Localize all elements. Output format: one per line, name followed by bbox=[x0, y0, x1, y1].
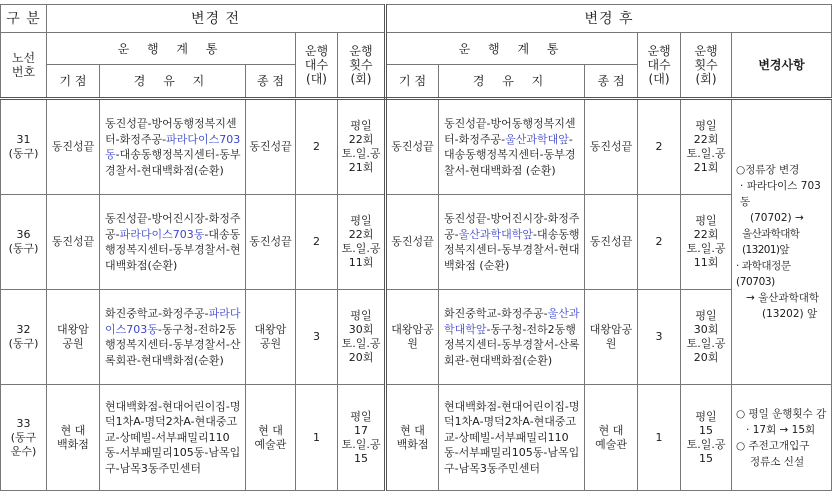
via-seg: -대송동행정복지센터-동부경찰서-현대백화점(순환) bbox=[105, 148, 241, 177]
change-line: · 17회 → 15회 bbox=[746, 423, 816, 436]
trips-label: 운행 횟수 (회) bbox=[694, 44, 718, 86]
header-route-system-after: 운 행 계 통 bbox=[386, 33, 638, 65]
end-point-text: 현 대 예술관 bbox=[254, 423, 287, 451]
header-route-no bbox=[1, 33, 47, 99]
header-after: 변경 후 bbox=[386, 5, 832, 33]
via-seg-highlight: 파라다이스703동 bbox=[105, 132, 241, 161]
route-number bbox=[1, 385, 47, 491]
start-point: 동진성끝 bbox=[386, 195, 439, 290]
change-line: ○ 평일 운행횟수 감 bbox=[736, 407, 827, 420]
table-row bbox=[1, 385, 832, 491]
trip-count bbox=[338, 290, 386, 385]
trip-count bbox=[338, 99, 386, 195]
start-point: 동진성끝 bbox=[47, 195, 100, 290]
start-point bbox=[47, 385, 100, 491]
change-line: ○정류장 변경 bbox=[736, 164, 800, 176]
via-stops bbox=[100, 99, 246, 195]
header-route-system-before: 운 행 계 통 bbox=[47, 33, 296, 65]
end-point-text: 대왕암공 원 bbox=[589, 323, 633, 350]
trip-count-text: 평일 30회 토.일.공 20회 bbox=[686, 309, 726, 364]
trip-count-text: 평일 22회 토.일.공 11회 bbox=[686, 214, 726, 269]
header-before: 변경 전 bbox=[47, 5, 386, 33]
vehicle-count: 1 bbox=[638, 385, 681, 491]
via-seg: 동진성끝-방어동행정복지센터-화정주공- bbox=[444, 117, 576, 146]
start-point-text: 대왕암 공원 bbox=[57, 323, 89, 350]
via-seg: -동구청-전하2동행정복지센터-동부경찰서-산록회관-현대백화점(순환) bbox=[105, 322, 241, 367]
via-stops bbox=[100, 385, 246, 491]
start-point bbox=[386, 385, 439, 491]
trip-count-text: 평일 17 토.일.공 15 bbox=[341, 409, 381, 465]
vehicle-count: 3 bbox=[638, 290, 681, 385]
header-changes: 변경사항 bbox=[732, 33, 832, 99]
header-trips-after bbox=[681, 33, 732, 99]
route-number-text: 32 (동구) bbox=[8, 323, 39, 350]
header-via-before: 경 유 지 bbox=[100, 65, 246, 99]
vehicles-label: 운행 대수 (대) bbox=[647, 44, 671, 86]
end-point bbox=[246, 385, 296, 491]
route-number bbox=[1, 195, 47, 290]
via-seg-highlight: 울산과학대학앞 bbox=[458, 227, 534, 241]
trip-count bbox=[681, 385, 732, 491]
vehicles-label: 운행 대수 (대) bbox=[304, 44, 329, 86]
table-row bbox=[1, 195, 832, 290]
start-point-text: 현 대 백화점 bbox=[396, 423, 429, 451]
start-point bbox=[386, 290, 439, 385]
change-line: → 울산과학대학 bbox=[746, 292, 820, 304]
end-point-text: 대왕암 공원 bbox=[254, 323, 287, 350]
change-line: (70702) → bbox=[750, 212, 804, 224]
end-point: 동진성끝 bbox=[585, 99, 638, 195]
vehicle-count: 3 bbox=[296, 290, 338, 385]
trip-count-text: 평일 22회 토.일.공 21회 bbox=[341, 119, 381, 174]
change-notes-2 bbox=[732, 385, 832, 491]
via-seg: 동진성끝-방어진시장-화정주공- bbox=[444, 212, 580, 241]
trip-count bbox=[681, 195, 732, 290]
end-point: 동진성끝 bbox=[246, 195, 296, 290]
change-line: 울산과학대학(13201)앞 bbox=[742, 228, 800, 256]
via-seg: 현대백화점-현대어린이집-명덕1차A-명덕2차A-현대중고교-상떼빌-서부패밀리110동-서부패밀리105동-남목입구-남목3동주민센터 bbox=[444, 399, 580, 475]
header-via-after: 경 유 지 bbox=[439, 65, 585, 99]
end-point: 동진성끝 bbox=[246, 99, 296, 195]
change-line: (13202) 앞 bbox=[762, 308, 818, 320]
via-seg: -동구청-전하2동행정복지센터-동부경찰서-산록회관-현대백화점(순환) bbox=[444, 322, 580, 367]
via-seg-highlight: 파라다이스703동 bbox=[119, 227, 205, 241]
end-point bbox=[585, 385, 638, 491]
trip-count-text: 평일 30회 토.일.공 20회 bbox=[341, 309, 381, 364]
table-row bbox=[1, 99, 832, 195]
change-notes-1 bbox=[732, 99, 832, 385]
start-point: 동진성끝 bbox=[47, 99, 100, 195]
header-end-after: 종 점 bbox=[585, 65, 638, 99]
via-seg-highlight: 울산과학대학앞 bbox=[444, 307, 580, 336]
trip-count-text: 평일 15 토.일.공 15 bbox=[686, 409, 726, 465]
via-stops bbox=[439, 385, 585, 491]
trip-count-text: 평일 22회 토.일.공 11회 bbox=[341, 214, 381, 269]
change-line: · 파라다이스 703동 bbox=[740, 180, 821, 208]
trips-label: 운행 횟수 (회) bbox=[349, 44, 373, 86]
vehicle-count: 2 bbox=[638, 195, 681, 290]
header-trips-before bbox=[338, 33, 386, 99]
end-point: 동진성끝 bbox=[585, 195, 638, 290]
header-end-before: 종 점 bbox=[246, 65, 296, 99]
header-start-before: 기 점 bbox=[47, 65, 100, 99]
via-seg-highlight: 파라다이스703동 bbox=[105, 307, 241, 336]
end-point bbox=[246, 290, 296, 385]
via-seg: -대송동행정복지센터-동부경찰서-현대백화점(순환) bbox=[105, 227, 241, 272]
header-vehicles-before bbox=[296, 33, 338, 99]
route-no-label: 노선 번호 bbox=[11, 51, 36, 79]
via-seg: 현대백화점-현대어린이집-명덕1차A-명덕2차A-현대중고교-상떼빌-서부패밀리110동-서부패밀리105동-남목입구-남목3동주민센터 bbox=[105, 399, 241, 475]
vehicle-count: 2 bbox=[296, 99, 338, 195]
via-seg: 동진성끝-방어진시장-화정주공- bbox=[105, 212, 241, 241]
change-line: ○ 주전고개입구 bbox=[736, 439, 810, 452]
change-line: · 과학대정문(70703) bbox=[736, 260, 791, 288]
header-vehicles-after bbox=[638, 33, 681, 99]
via-seg-highlight: 울산과학대앞 bbox=[505, 132, 569, 146]
trip-count bbox=[338, 195, 386, 290]
via-seg: 화진중학교-화정주공- bbox=[105, 307, 209, 320]
trip-count bbox=[681, 290, 732, 385]
via-seg: -대송동행정복지센터-동부경찰서-현대백화점 (순환) bbox=[444, 227, 580, 272]
route-number-text: 36 (동구) bbox=[8, 228, 39, 255]
vehicle-count: 1 bbox=[296, 385, 338, 491]
vehicle-count: 2 bbox=[296, 195, 338, 290]
via-stops bbox=[100, 195, 246, 290]
via-stops bbox=[439, 290, 585, 385]
trip-count bbox=[681, 99, 732, 195]
start-point bbox=[47, 290, 100, 385]
trip-count-text: 평일 22회 토.일.공 21회 bbox=[686, 119, 726, 174]
via-seg: -대송동행정복지센터-동부경찰서-현대백화점 (순환) bbox=[444, 132, 576, 177]
route-number bbox=[1, 99, 47, 195]
via-seg: 화진중학교-화정주공- bbox=[444, 307, 548, 320]
change-line: 정류소 신설 bbox=[750, 455, 805, 468]
via-stops bbox=[439, 195, 585, 290]
start-point-text: 현 대 백화점 bbox=[57, 423, 89, 451]
route-number bbox=[1, 290, 47, 385]
start-point-text: 대왕암공 원 bbox=[391, 323, 434, 350]
via-seg: 동진성끝-방어동행정복지센터-화정주공- bbox=[105, 117, 237, 146]
end-point-text: 현 대 예술관 bbox=[595, 423, 627, 451]
header-gubun: 구 분 bbox=[1, 5, 47, 33]
table-row bbox=[1, 290, 832, 385]
end-point bbox=[585, 290, 638, 385]
start-point: 동진성끝 bbox=[386, 99, 439, 195]
trip-count bbox=[338, 385, 386, 491]
vehicle-count: 2 bbox=[638, 99, 681, 195]
route-number-text: 31 (동구) bbox=[8, 133, 39, 160]
route-change-table bbox=[0, 4, 832, 491]
via-stops bbox=[439, 99, 585, 195]
header-start-after: 기 점 bbox=[386, 65, 439, 99]
route-number-text: 33 (동구 운수) bbox=[10, 416, 37, 458]
via-stops bbox=[100, 290, 246, 385]
